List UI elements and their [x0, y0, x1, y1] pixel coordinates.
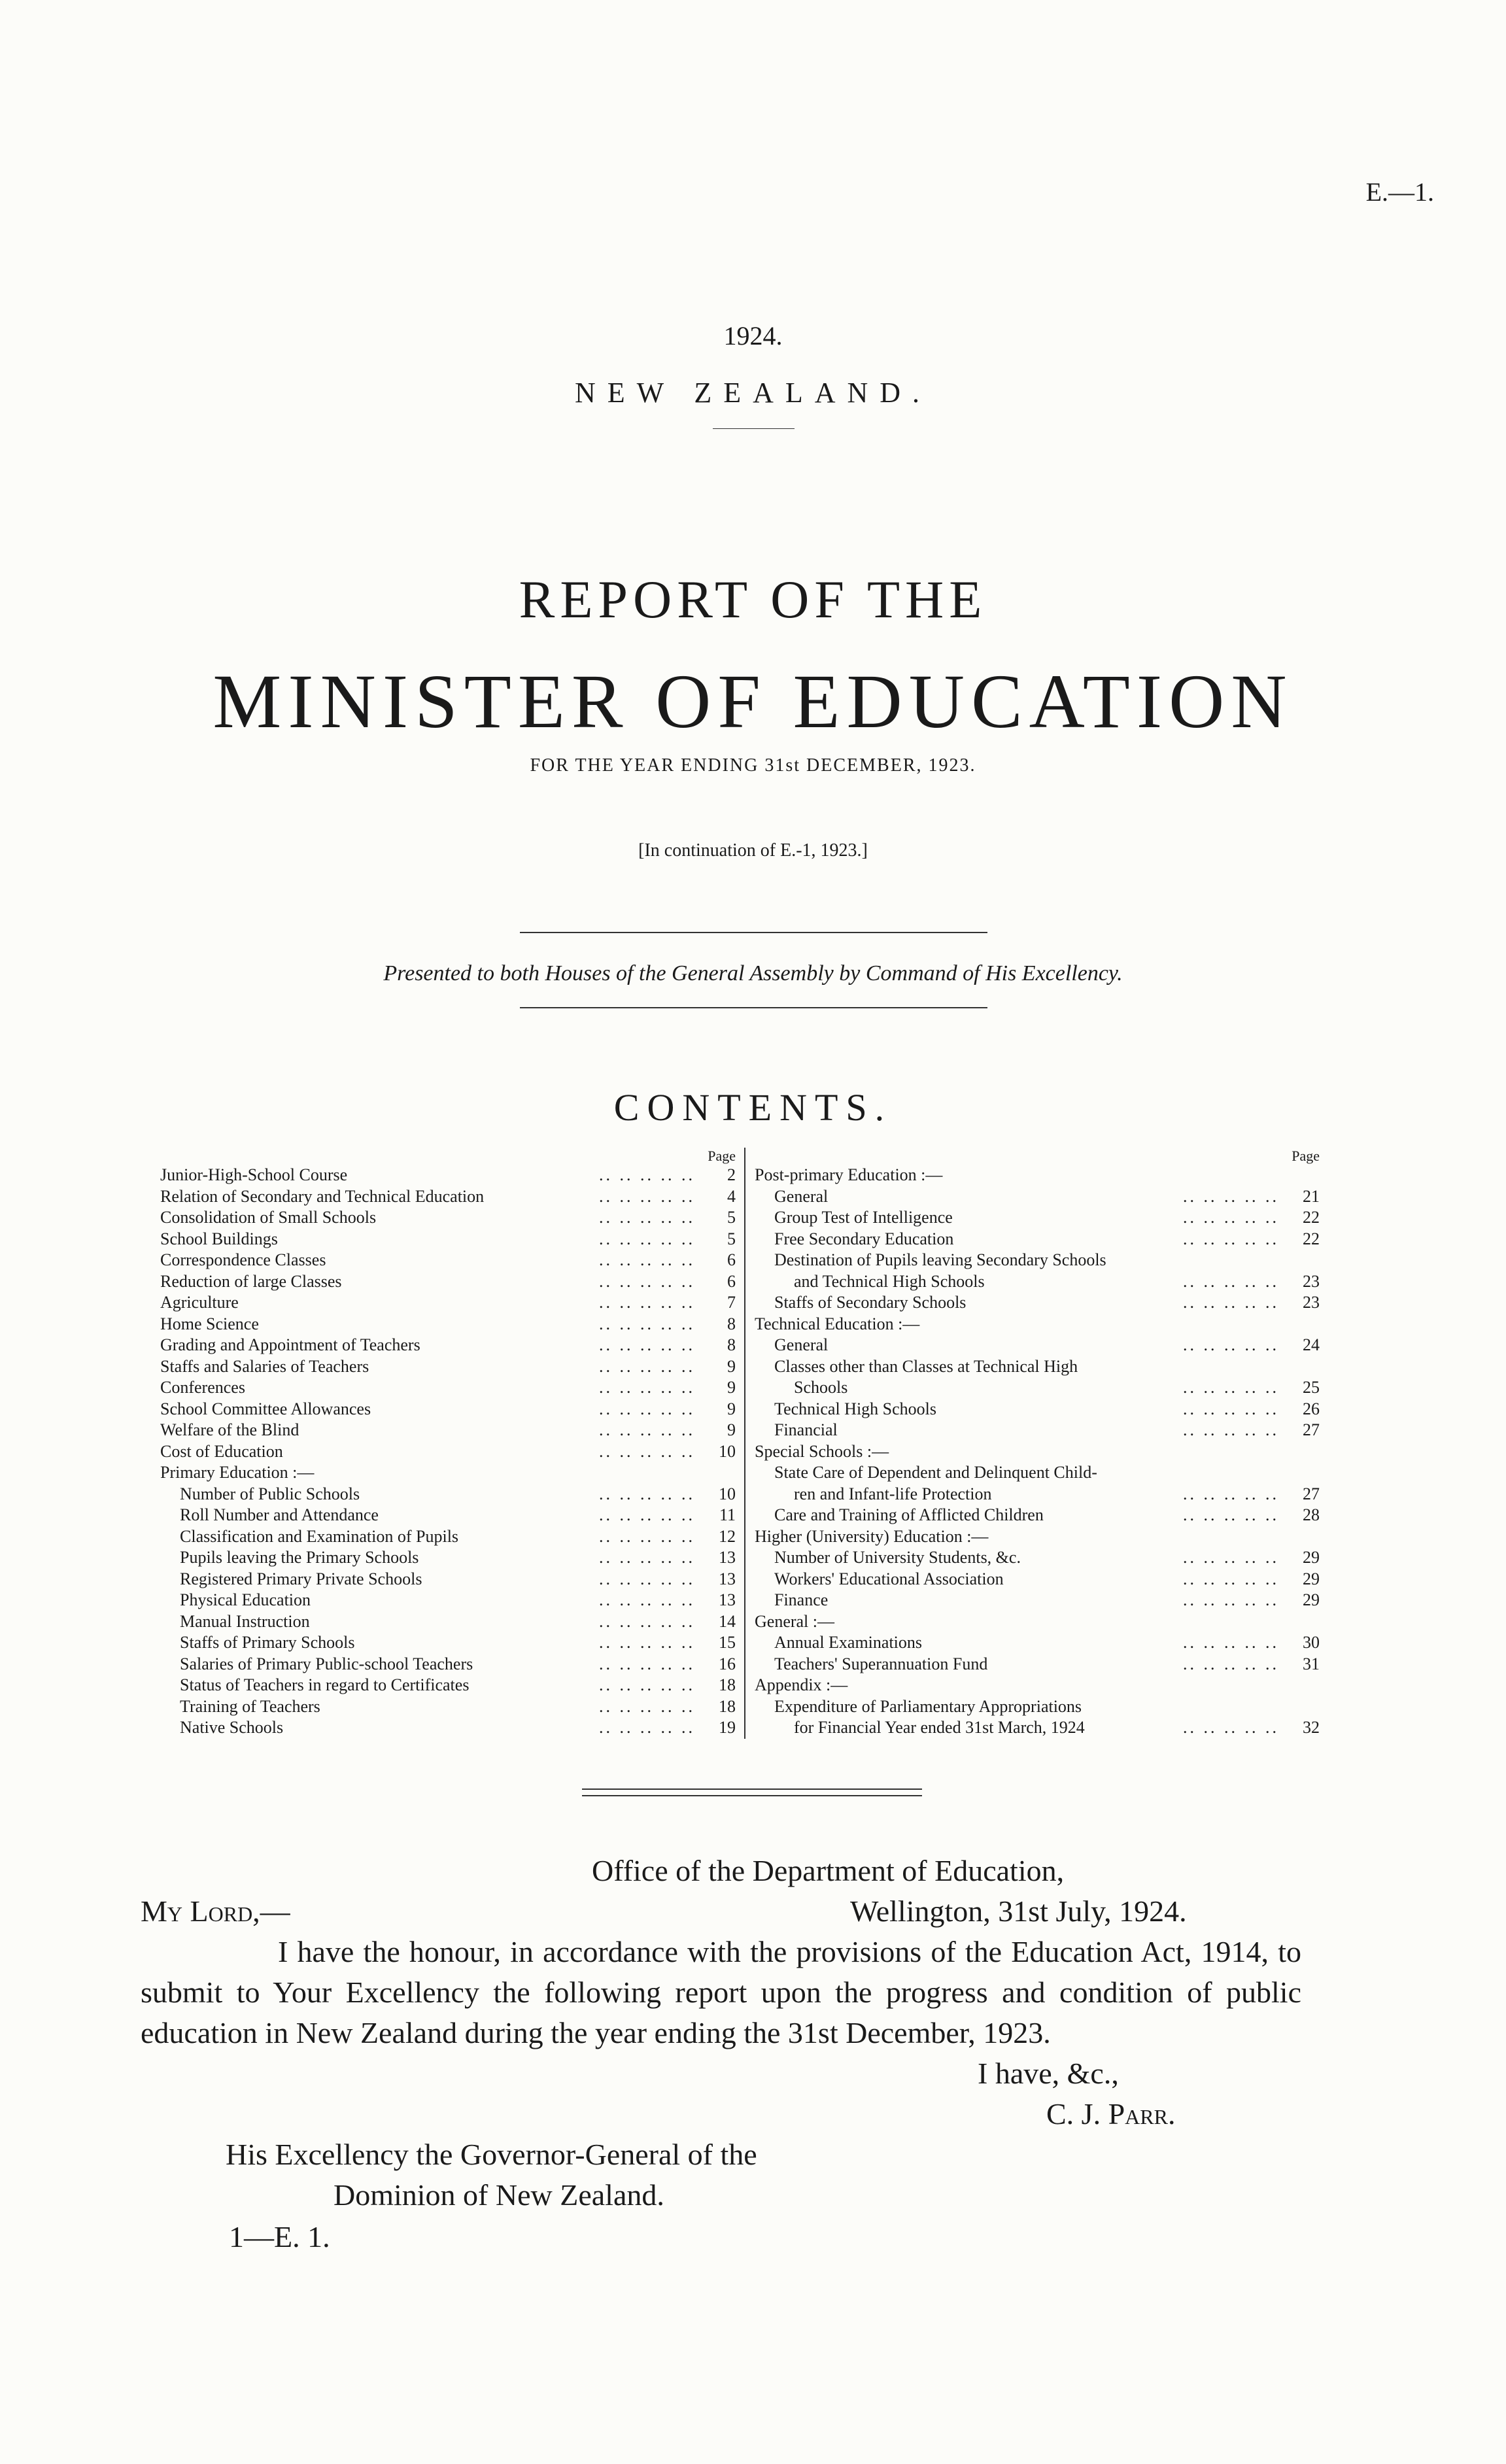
contents-entry-page: 23: [1303, 1271, 1320, 1291]
leader-dots: .. .. .. .. ..: [599, 1590, 695, 1609]
contents-entry-page: 18: [719, 1675, 736, 1694]
contents-entry: [755, 1420, 1320, 1441]
contents-entry-label: Schools: [794, 1377, 851, 1399]
contents-entry-label: Staffs of Primary Schools: [180, 1632, 358, 1654]
contents-entry: [755, 1207, 1320, 1229]
contents-entry-label: Post-primary Education :—: [755, 1165, 946, 1186]
leader-dots: .. .. .. .. ..: [1183, 1718, 1279, 1737]
leader-dots: .. .. .. .. ..: [599, 1293, 695, 1312]
leader-dots: .. .. .. .. ..: [1183, 1186, 1279, 1206]
leader-dots: .. .. .. .. ..: [599, 1505, 695, 1524]
report-title-line2: MINISTER OF EDUCATION: [213, 659, 1293, 744]
leader-dots: .. .. .. .. ..: [599, 1526, 695, 1546]
leader-dots: .. .. .. .. ..: [599, 1356, 695, 1376]
leader-dots: .. .. .. .. ..: [599, 1165, 695, 1184]
contents-entry: [160, 1654, 736, 1675]
contents-entry-label: Annual Examinations: [774, 1632, 926, 1654]
contents-entry: [755, 1377, 1320, 1399]
contents-entry: [160, 1611, 736, 1633]
contents-entry-page: 25: [1303, 1378, 1320, 1397]
contents-entry-label: Destination of Pupils leaving Secondary Schools: [774, 1250, 1110, 1271]
contents-entry: [160, 1547, 736, 1569]
contents-entry-page: 6: [727, 1271, 736, 1291]
contents-entry-label: School Committee Allowances: [160, 1399, 375, 1420]
leader-dots: .. .. .. .. ..: [1183, 1229, 1279, 1248]
contents-entry-label: Salaries of Primary Public-school Teachers: [180, 1654, 477, 1675]
contents-entry-page: 8: [727, 1314, 736, 1333]
contents-entry: [755, 1335, 1320, 1356]
divider-below-presented: [520, 1007, 987, 1008]
contents-entry: [755, 1505, 1320, 1526]
contents-entry: [755, 1654, 1320, 1675]
contents-entry: [755, 1611, 1320, 1633]
contents-entry-label: Free Secondary Education: [774, 1229, 957, 1250]
contents-entry: [755, 1292, 1320, 1314]
contents-entry: [755, 1356, 1320, 1378]
contents-entry-page: 28: [1303, 1505, 1320, 1524]
contents-entry-page: 5: [727, 1208, 736, 1227]
contents-entry: [160, 1717, 736, 1739]
contents-entry: [160, 1569, 736, 1590]
contents-entry-label: and Technical High Schools: [794, 1271, 989, 1293]
divider-short: [713, 428, 795, 429]
contents-entry: [755, 1569, 1320, 1590]
contents-entry: [160, 1696, 736, 1718]
contents-entry-label: Appendix :—: [755, 1675, 851, 1696]
contents-entry-page: 22: [1303, 1229, 1320, 1248]
contents-entry-label: Status of Teachers in regard to Certificates: [180, 1675, 473, 1696]
contents-entry: [160, 1271, 736, 1293]
contents-entry-page: 13: [719, 1590, 736, 1609]
contents-entry-label: Native Schools: [180, 1717, 287, 1739]
contents-entry-page: 29: [1303, 1590, 1320, 1609]
contents-entry: [755, 1526, 1320, 1548]
contents-entry-label: Classes other than Classes at Technical High: [774, 1356, 1082, 1378]
leader-dots: .. .. .. .. ..: [1183, 1654, 1279, 1673]
contents-entry-label: Expenditure of Parliamentary Appropriations: [774, 1696, 1086, 1718]
leader-dots: .. .. .. .. ..: [599, 1335, 695, 1354]
leader-dots: .. .. .. .. ..: [599, 1229, 695, 1248]
letter-body: [141, 1932, 1301, 2053]
salutation: My Lord,—: [141, 1894, 290, 1928]
contents-entry-page: 26: [1303, 1399, 1320, 1418]
contents-entry-page: 32: [1303, 1718, 1320, 1737]
leader-dots: .. .. .. .. ..: [599, 1399, 695, 1418]
contents-entry-page: 22: [1303, 1208, 1320, 1227]
contents-entry: [755, 1441, 1320, 1463]
leader-dots: .. .. .. .. ..: [1183, 1378, 1279, 1397]
contents-entry-label: Consolidation of Small Schools: [160, 1207, 380, 1229]
contents-entry-label: School Buildings: [160, 1229, 282, 1250]
contents-entry-label: Correspondence Classes: [160, 1250, 330, 1271]
contents-entry: [160, 1250, 736, 1271]
contents-entry: [160, 1632, 736, 1654]
contents-entry: [160, 1505, 736, 1526]
contents-entry-page: 30: [1303, 1633, 1320, 1652]
addressee-line2: Dominion of New Zealand.: [334, 2178, 664, 2212]
contents-entry: [160, 1526, 736, 1548]
leader-dots: .. .. .. .. ..: [599, 1208, 695, 1227]
contents-entry-label: Agriculture: [160, 1292, 243, 1314]
leader-dots: .. .. .. .. ..: [599, 1186, 695, 1206]
contents-entry-page: 9: [727, 1420, 736, 1439]
leader-dots: .. .. .. .. ..: [599, 1271, 695, 1291]
leader-dots: .. .. .. .. ..: [599, 1633, 695, 1652]
contents-entry-page: 27: [1303, 1484, 1320, 1503]
page-identifier: E.—1.: [1365, 177, 1434, 207]
contents-entry-label: Care and Training of Afflicted Children: [774, 1505, 1048, 1526]
contents-entry: [755, 1271, 1320, 1293]
contents-entry: [160, 1675, 736, 1696]
contents-entry-label: Finance: [774, 1590, 832, 1611]
location-date: Wellington, 31st July, 1924.: [850, 1894, 1187, 1928]
contents-entry: [755, 1165, 1320, 1186]
contents-entry: [160, 1441, 736, 1463]
contents-entry: [755, 1590, 1320, 1611]
contents-entry-page: 29: [1303, 1548, 1320, 1567]
contents-entry: [755, 1696, 1320, 1718]
contents-entry-label: Home Science: [160, 1314, 263, 1335]
leader-dots: .. .. .. .. ..: [599, 1378, 695, 1397]
leader-dots: .. .. .. .. ..: [599, 1548, 695, 1567]
contents-entry-label: Conferences: [160, 1377, 249, 1399]
leader-dots: .. .. .. .. ..: [1183, 1505, 1279, 1524]
contents-entry-label: Training of Teachers: [180, 1696, 324, 1718]
leader-dots: .. .. .. .. ..: [1183, 1548, 1279, 1567]
leader-dots: .. .. .. .. ..: [1183, 1335, 1279, 1354]
contents-entry: [160, 1590, 736, 1611]
closing: I have, &c.,: [978, 2057, 1119, 2090]
contents-entry-label: Roll Number and Attendance: [180, 1505, 383, 1526]
leader-dots: .. .. .. .. ..: [1183, 1293, 1279, 1312]
contents-entry: [755, 1675, 1320, 1696]
report-title-line1: REPORT OF THE: [519, 570, 987, 629]
contents-entry-page: 24: [1303, 1335, 1320, 1354]
signature: C. J. Parr.: [1046, 2097, 1176, 2130]
contents-entry-page: 14: [719, 1611, 736, 1631]
leader-dots: .. .. .. .. ..: [599, 1718, 695, 1737]
contents-entry: [755, 1547, 1320, 1569]
leader-dots: .. .. .. .. ..: [599, 1484, 695, 1503]
contents-entry: [160, 1292, 736, 1314]
leader-dots: .. .. .. .. ..: [1183, 1271, 1279, 1291]
contents-entry: [160, 1462, 736, 1484]
contents-entry: [160, 1356, 736, 1378]
divider-double-top: [582, 1788, 922, 1790]
contents-entry-page: 9: [727, 1378, 736, 1397]
contents-entry-label: Primary Education :—: [160, 1462, 318, 1484]
contents-left-column: [160, 1148, 736, 1739]
contents-entry: [160, 1229, 736, 1250]
contents-entry-label: General: [774, 1335, 832, 1356]
contents-entry-page: 13: [719, 1569, 736, 1588]
leader-dots: .. .. .. .. ..: [1183, 1590, 1279, 1609]
contents-entry-page: 12: [719, 1526, 736, 1546]
leader-dots: .. .. .. .. ..: [1183, 1633, 1279, 1652]
page-column-label: Page: [1292, 1148, 1320, 1164]
divider-above-presented: [520, 932, 987, 933]
contents-entry: [755, 1314, 1320, 1335]
contents-entry: [160, 1186, 736, 1208]
contents-entry-label: Technical Education :—: [755, 1314, 923, 1335]
contents-entry-page: 9: [727, 1356, 736, 1376]
contents-entry: [160, 1484, 736, 1505]
office-line: Office of the Department of Education,: [592, 1854, 1065, 1887]
leader-dots: .. .. .. .. ..: [1183, 1208, 1279, 1227]
contents-entry-page: 2: [727, 1165, 736, 1184]
contents-entry-page: 15: [719, 1633, 736, 1652]
contents-entry-label: Financial: [774, 1420, 842, 1441]
contents-entry: [755, 1399, 1320, 1420]
contents-entry: [755, 1229, 1320, 1250]
contents-entry-page: 7: [727, 1293, 736, 1312]
contents-entry-page: 8: [727, 1335, 736, 1354]
leader-dots: .. .. .. .. ..: [599, 1611, 695, 1631]
contents-entry-page: 31: [1303, 1654, 1320, 1673]
report-year: 1924.: [723, 321, 783, 351]
contents-heading: CONTENTS.: [613, 1086, 893, 1129]
contents-entry: [160, 1420, 736, 1441]
contents-entry: [755, 1484, 1320, 1505]
contents-entry-label: Higher (University) Education :—: [755, 1526, 992, 1548]
contents-entry-label: Physical Education: [180, 1590, 315, 1611]
divider-double-bottom: [582, 1795, 922, 1796]
contents-entry-page: 19: [719, 1718, 736, 1737]
contents-entry-label: Teachers' Superannuation Fund: [774, 1654, 991, 1675]
contents-entry: [160, 1165, 736, 1186]
contents-entry-label: Registered Primary Private Schools: [180, 1569, 426, 1590]
contents-entry: [160, 1335, 736, 1356]
contents-entry-label: Staffs and Salaries of Teachers: [160, 1356, 373, 1378]
contents-entry: [160, 1314, 736, 1335]
report-subtitle: FOR THE YEAR ENDING 31st DECEMBER, 1923.: [530, 755, 976, 776]
leader-dots: .. .. .. .. ..: [599, 1675, 695, 1694]
leader-dots: .. .. .. .. ..: [599, 1420, 695, 1439]
contents-entry-label: for Financial Year ended 31st March, 1924: [794, 1717, 1089, 1739]
addressee-line1: His Excellency the Governor-General of the: [226, 2138, 757, 2171]
leader-dots: .. .. .. .. ..: [1183, 1420, 1279, 1439]
country-name: NEW ZEALAND.: [574, 377, 932, 409]
contents-entry-page: 5: [727, 1229, 736, 1248]
leader-dots: .. .. .. .. ..: [599, 1569, 695, 1588]
contents-entry: [160, 1207, 736, 1229]
contents-right-column: [744, 1148, 1320, 1739]
page-column-label: Page: [708, 1148, 736, 1164]
contents-entry-label: Pupils leaving the Primary Schools: [180, 1547, 422, 1569]
contents-entry-label: Workers' Educational Association: [774, 1569, 1008, 1590]
contents-entry-label: State Care of Dependent and Delinquent Child-: [774, 1462, 1101, 1484]
contents-entry-label: ren and Infant-life Protection: [794, 1484, 996, 1505]
leader-dots: .. .. .. .. ..: [599, 1441, 695, 1461]
leader-dots: .. .. .. .. ..: [599, 1654, 695, 1673]
contents-entry-label: General: [774, 1186, 832, 1208]
letter-body-text: I have the honour, in accordance with the provisions of the Education Act, 1914, to submit to Your Excellency the following report upon the progress and condition of public education in New Zealand during the year ending the 31st December, 1923.: [141, 1935, 1301, 2049]
presented-line: Presented to both Houses of the General Assembly by Command of His Excellency.: [383, 961, 1123, 985]
contents-entry-page: 27: [1303, 1420, 1320, 1439]
leader-dots: .. .. .. .. ..: [599, 1250, 695, 1269]
contents-entry-label: Reduction of large Classes: [160, 1271, 346, 1293]
contents-entry-label: Welfare of the Blind: [160, 1420, 303, 1441]
contents-entry-label: General :—: [755, 1611, 838, 1633]
contents-entry: [755, 1462, 1320, 1484]
contents-entry-label: Relation of Secondary and Technical Education: [160, 1186, 488, 1208]
contents-entry: [160, 1399, 736, 1420]
continuation-note: [In continuation of E.-1, 1923.]: [638, 840, 868, 861]
contents-entry: [160, 1377, 736, 1399]
contents-entry-label: Technical High Schools: [774, 1399, 940, 1420]
contents-entry-page: 4: [727, 1186, 736, 1206]
contents-entry-label: Manual Instruction: [180, 1611, 314, 1633]
contents-entry-page: 10: [719, 1484, 736, 1503]
contents-entry-label: Number of University Students, &c.: [774, 1547, 1025, 1569]
contents-entry: [755, 1186, 1320, 1208]
contents-entry-label: Grading and Appointment of Teachers: [160, 1335, 424, 1356]
contents-entry-page: 16: [719, 1654, 736, 1673]
contents-entry-page: 18: [719, 1696, 736, 1716]
contents-entry-page: 9: [727, 1399, 736, 1418]
contents-entry-label: Group Test of Intelligence: [774, 1207, 957, 1229]
leader-dots: .. .. .. .. ..: [1183, 1569, 1279, 1588]
leader-dots: .. .. .. .. ..: [1183, 1399, 1279, 1418]
contents-entry-label: Staffs of Secondary Schools: [774, 1292, 970, 1314]
contents-entry-label: Number of Public Schools: [180, 1484, 364, 1505]
contents-entry-page: 6: [727, 1250, 736, 1269]
contents-entry-label: Special Schools :—: [755, 1441, 893, 1463]
leader-dots: .. .. .. .. ..: [1183, 1484, 1279, 1503]
contents-entry-page: 11: [719, 1505, 736, 1524]
contents-entry-page: 21: [1303, 1186, 1320, 1206]
contents-entry-page: 13: [719, 1548, 736, 1567]
leader-dots: .. .. .. .. ..: [599, 1696, 695, 1716]
contents-entry-page: 10: [719, 1441, 736, 1461]
contents-entry-page: 23: [1303, 1293, 1320, 1312]
contents-entry-page: 29: [1303, 1569, 1320, 1588]
contents-entry: [755, 1250, 1320, 1271]
leader-dots: .. .. .. .. ..: [599, 1314, 695, 1333]
contents-entry-label: Junior-High-School Course: [160, 1165, 351, 1186]
contents-entry-label: Classification and Examination of Pupils: [180, 1526, 462, 1548]
contents-entry-label: Cost of Education: [160, 1441, 287, 1463]
contents-entry: [755, 1632, 1320, 1654]
folio: 1—E. 1.: [229, 2220, 330, 2253]
contents-entry: [755, 1717, 1320, 1739]
